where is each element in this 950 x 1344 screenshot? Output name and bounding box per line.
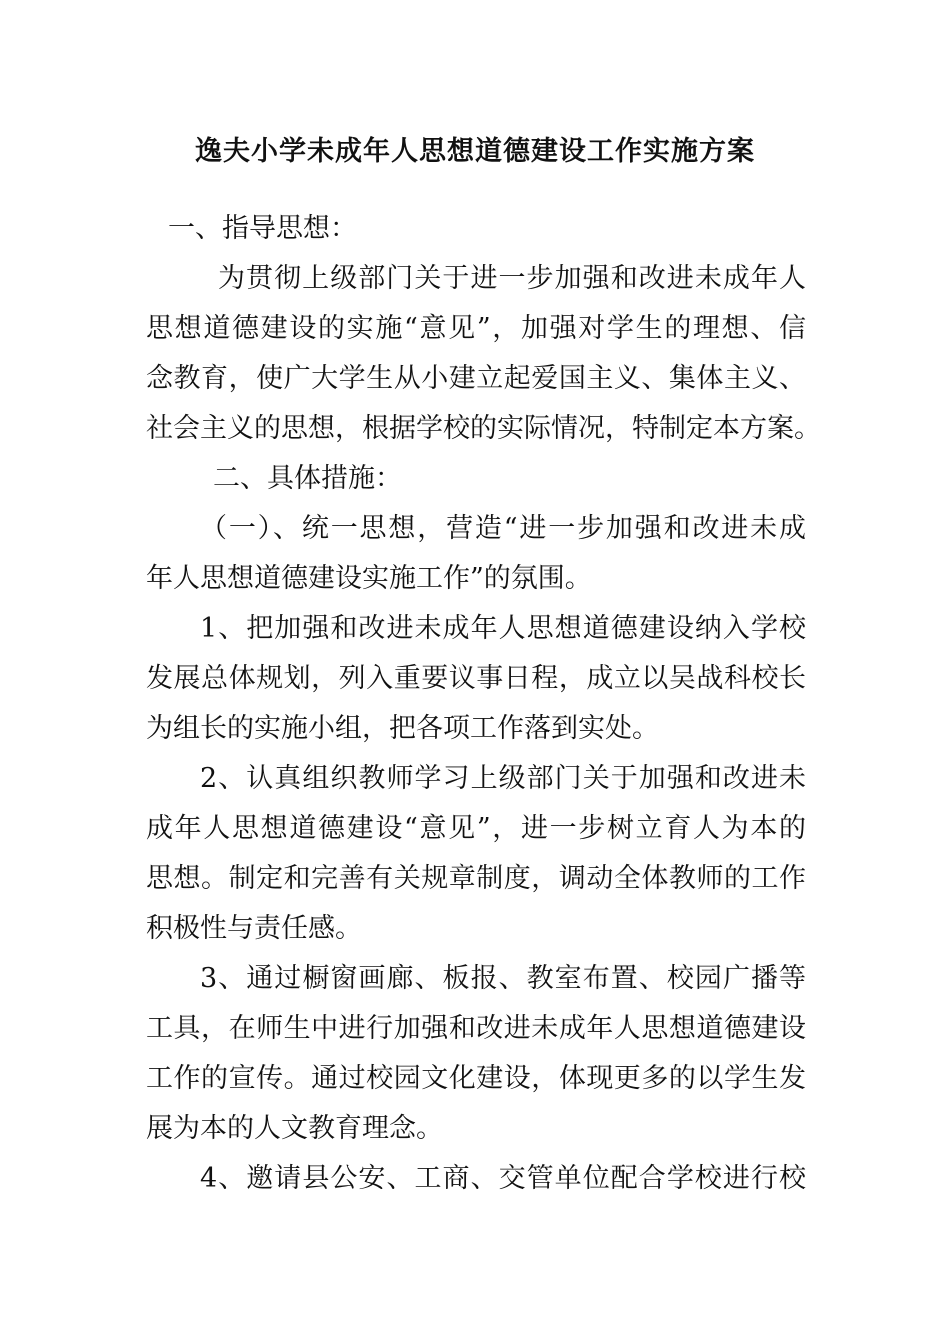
paragraph-line: 4、邀请县公安、工商、交管单位配合学校进行校 xyxy=(200,1163,806,1194)
paragraph-line: 思想。制定和完善有关规章制度，调动全体教师的工作 xyxy=(146,863,806,894)
paragraph-line: 念教育，使广大学生从小建立起爱国主义、集体主义、 xyxy=(146,363,806,394)
section-heading-measures: 二、具体措施： xyxy=(213,463,402,494)
paragraph-line: 展为本的人文教育理念。 xyxy=(146,1113,443,1144)
document-title: 逸夫小学未成年人思想道德建设工作实施方案 xyxy=(195,136,755,167)
paragraph-line: 积极性与责任感。 xyxy=(146,913,362,944)
paragraph-line: 社会主义的思想，根据学校的实际情况，特制定本方案。 xyxy=(146,413,821,444)
paragraph-line: 为贯彻上级部门关于进一步加强和改进未成年人 xyxy=(218,263,806,294)
paragraph-line: 成年人思想道德建设“意见”，进一步树立育人为本的 xyxy=(146,813,806,844)
paragraph-line: 为组长的实施小组，把各项工作落到实处。 xyxy=(146,713,659,744)
paragraph-line: （一）、统一思想，营造“进一步加强和改进未成 xyxy=(200,513,806,544)
paragraph-line: 年人思想道德建设实施工作”的氛围。 xyxy=(146,563,592,594)
paragraph-line: 3、通过橱窗画廊、板报、教室布置、校园广播等 xyxy=(200,963,806,994)
paragraph-line: 发展总体规划，列入重要议事日程，成立以吴战科校长 xyxy=(146,663,806,694)
paragraph-line: 工具，在师生中进行加强和改进未成年人思想道德建设 xyxy=(146,1013,806,1044)
paragraph-line: 1、把加强和改进未成年人思想道德建设纳入学校 xyxy=(200,613,806,644)
paragraph-line: 思想道德建设的实施“意见”，加强对学生的理想、信 xyxy=(146,313,806,344)
paragraph-line: 工作的宣传。通过校园文化建设，体现更多的以学生发 xyxy=(146,1063,806,1094)
section-heading-guiding-ideology: 一、指导思想： xyxy=(168,213,357,244)
paragraph-line: 2、认真组织教师学习上级部门关于加强和改进未 xyxy=(200,763,806,794)
